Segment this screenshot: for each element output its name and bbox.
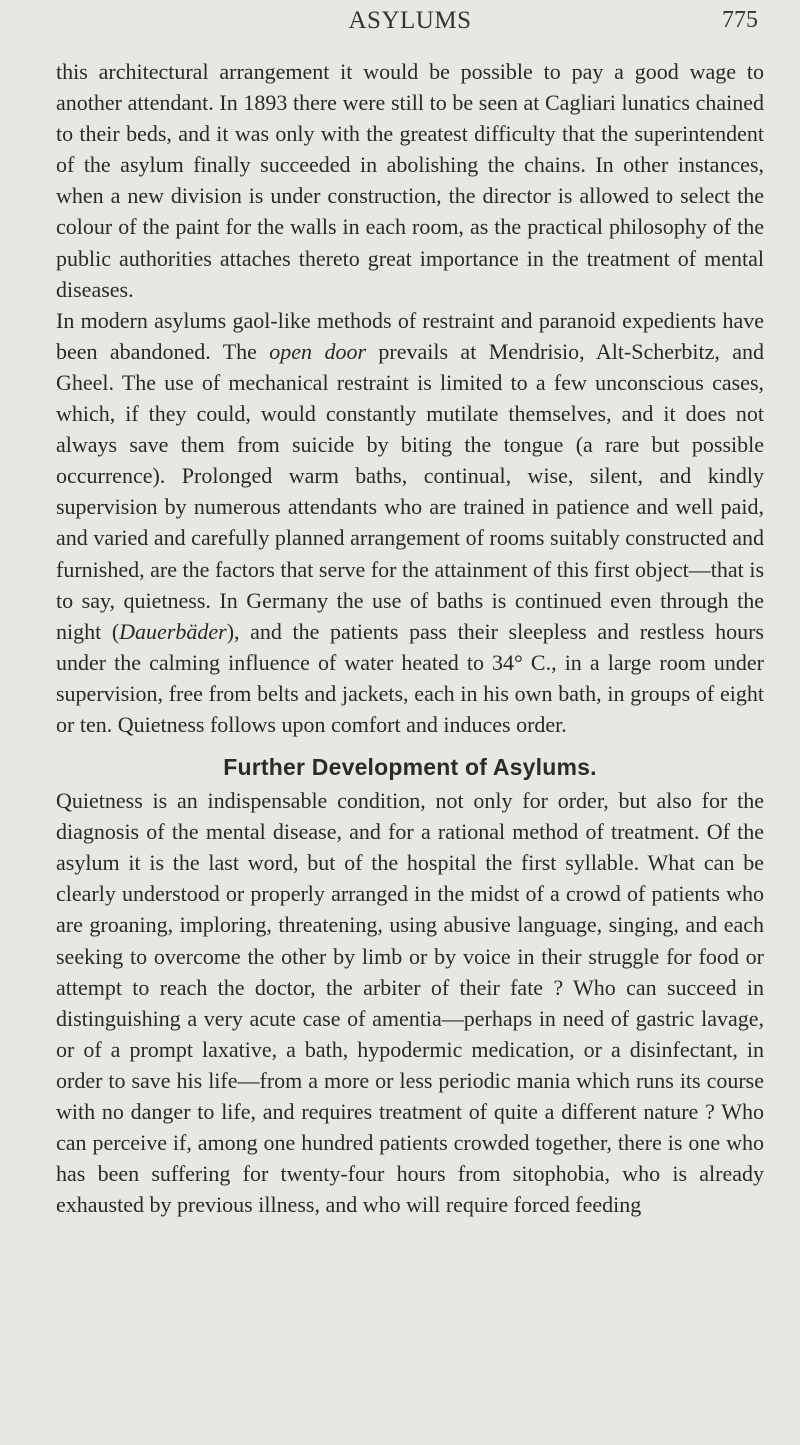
paragraph-text: Quietness is an indispensable condition, not only for order, but also for the diagnosis of the mental disease, and for a rational method of treatment. Of the asylum it is the last word, but of the hospital the first syllable. What can be clearly understood or properly arranged in the midst of a crowd of patients who are groaning, imploring, threatening, using abusive language, singing, and each seeking to overcome the other by limb or by voice in their struggle for food or attempt to reach the doctor, the arbiter of their fate ? Who can succeed in distinguishing a very acute case of amentia—perhaps in need of gastric lavage, or of a prompt laxative, a bath, hypodermic medication, or a disinfectant, in order to save his life—from a more or less periodic mania which runs its course with no danger to life, and requires treatment of quite a different nature ? Who can perceive if, among one hundred patients crowded together, there is one who has been suffering for twenty-four hours from sitophobia, who is already exhausted by previous illness, and who will require forced feeding: [56, 788, 764, 1218]
paragraph-quietness: [56, 785, 764, 1220]
italic-term-dauerbader: Dauerbäder: [119, 618, 227, 644]
section-heading: Further Development of Asylums.: [223, 754, 597, 781]
page-number: 775: [722, 7, 758, 33]
paragraph-text: ), and the patients pass their sleepless and restless hours under the calming influence of water heated to 34° C., in a large room under supervision, free from belts and jackets, each in his own bath, in groups of eight or ten. Quietness follows upon comfort and induces order.: [56, 618, 764, 737]
paragraph-text: In modern asylums gaol-like methods of restraint and paranoid expedients have been abandoned. The: [56, 307, 764, 364]
italic-term-open-door: open door: [269, 338, 367, 364]
paragraph-architecture: [56, 56, 764, 305]
paragraph-text: this architectural arrangement it would be possible to pay a good wage to another attendant. In 1893 there were still to be seen at Cagliari lunatics chained to their beds, and it was only with the greatest difficulty that the superintendent of the asylum finally succeeded in abolishing the chains. In other instances, when a new division is under construction, the director is allowed to select the colour of the paint for the walls in each room, as the practical philosophy of the public authorities attaches thereto great importance in the treatment of mental diseases.: [56, 59, 764, 302]
running-head: [56, 0, 764, 40]
paragraph-modern-asylums: [56, 305, 764, 740]
body-text: [56, 56, 764, 1220]
paragraph-text: prevails at Mendrisio, Alt-Scherbitz, and Gheel. The use of mechanical restraint is limited to a few unconscious cases, which, if they could, would constantly mutilate themselves, and it does not always save them from suicide by biting the tongue (a rare but possible occurrence). Prolonged warm baths, continual, wise, silent, and kindly supervision by numerous attendants who are trained in patience and well paid, and varied and carefully planned arrangement of rooms suitably constructed and furnished, are the factors that serve for the attainment of this first object—that is to say, quietness. In Germany the use of baths is continued even through the night (: [56, 338, 764, 644]
running-title: ASYLUMS: [348, 7, 472, 34]
